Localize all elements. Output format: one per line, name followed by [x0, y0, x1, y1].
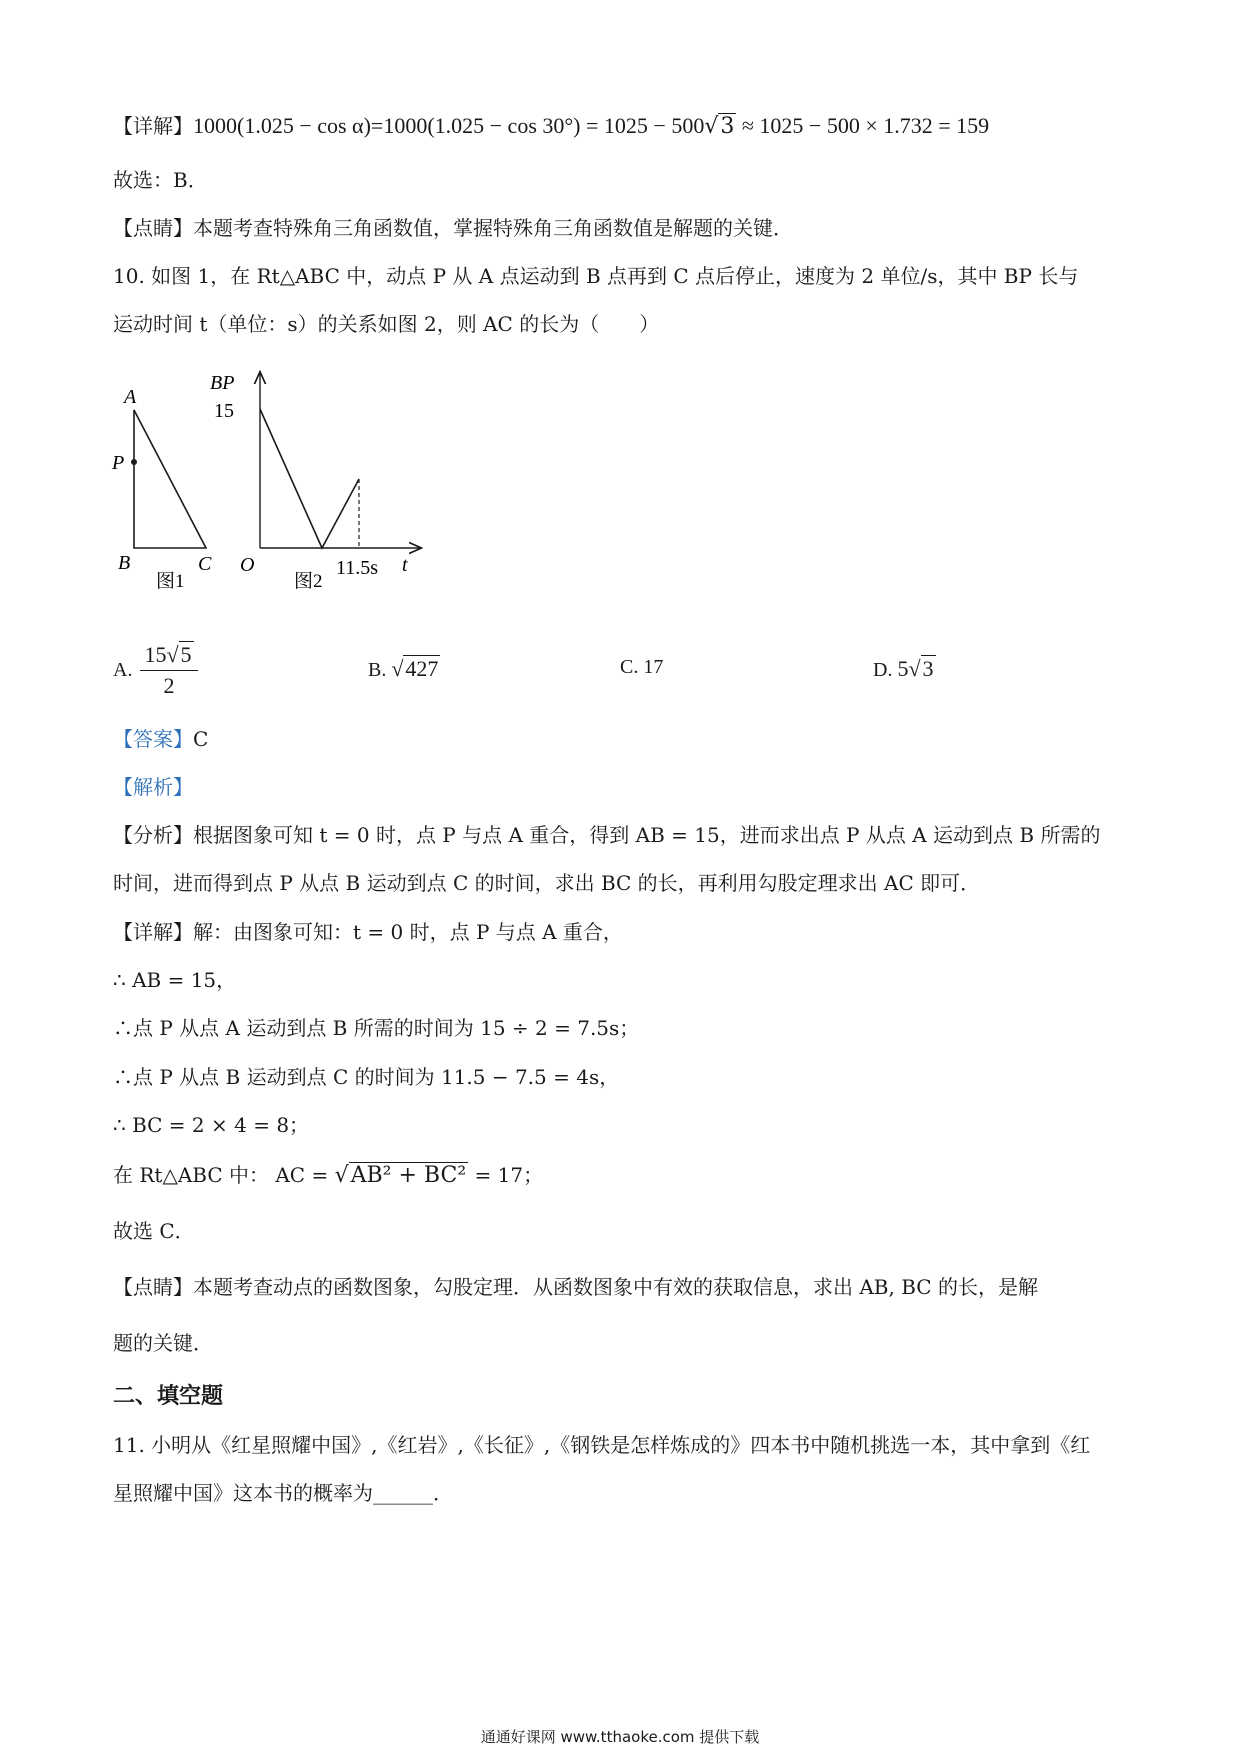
note1-line — [113, 216, 793, 240]
ac-sqrt: √AB² + BC² — [334, 1163, 467, 1188]
y-tick-15: 15 — [214, 400, 234, 422]
note1-tag: 【点睛】 — [113, 216, 193, 240]
origin-label: O — [240, 554, 255, 576]
label-a: A — [124, 386, 137, 408]
note2-line2: 题的关键． — [113, 1331, 213, 1355]
analysis-line1: 【分析】根据图象可知 t = 0 时，点 P 与点 A 重合，得到 AB = 15，进而求出点 P 从点 A 运动到点 B 所需的 — [113, 823, 1101, 847]
q10-line2: 运动时间 t（单位：s）的关系如图 2，则 AC 的长为（ ） — [113, 312, 660, 336]
graph-line — [260, 409, 359, 548]
figure1-triangle — [111, 386, 212, 590]
detail2-line4: ∴点 P 从点 B 运动到点 C 的时间为 11.5 − 7.5 = 4s， — [113, 1065, 620, 1089]
detail2-line1: 【详解】解：由图象可知：t = 0 时，点 P 与点 A 重合， — [113, 920, 623, 944]
q10-figures — [100, 365, 440, 590]
figure2-caption: 图2 — [294, 571, 323, 590]
figure2-graph — [210, 372, 420, 590]
x-axis-label: t — [402, 554, 408, 576]
choose-b-line: 故选：B． — [113, 168, 208, 192]
x-tick-11-5s: 11.5s — [336, 557, 379, 579]
option-b: B. √427 — [368, 656, 439, 681]
analysis-tag: 【解析】 — [113, 775, 193, 799]
option-d-sqrt: √3 — [908, 656, 934, 681]
analysis-line2: 时间，进而得到点 P 从点 B 运动到点 C 的时间，求出 BC 的长，再利用勾股定理求出 AC 即可． — [113, 871, 981, 895]
q11-line1: 11. 小明从《红星照耀中国》,《红岩》,《长征》,《钢铁是怎样炼成的》四本书中随机挑选一本，其中拿到《红 — [113, 1433, 1091, 1457]
figure1-caption: 图1 — [156, 571, 185, 590]
section-title-fill-blank: 二、填空题 — [113, 1384, 224, 1409]
answer-value: C — [193, 727, 209, 751]
y-axis-label: BP — [210, 372, 235, 394]
detail2-line6: 在 Rt△ABC 中： AC = √AB² + BC² = 17； — [113, 1163, 544, 1188]
label-c: C — [198, 553, 212, 575]
option-c: C. 17 — [620, 656, 664, 678]
label-p: P — [112, 452, 125, 474]
formula-right: ≈ 1025 − 500 × 1.732 = 159 — [736, 113, 990, 138]
option-a: A. $\frac{15√5}{2}$ — [113, 642, 198, 699]
detail2-line7: 故选 C． — [113, 1219, 195, 1243]
point-p — [131, 459, 137, 465]
note1-text: 本题考查特殊角三角函数值，掌握特殊角三角函数值是解题的关键． — [193, 216, 793, 240]
option-b-sqrt: √427 — [391, 656, 439, 681]
option-a-fraction: $\frac{15√5}{2}$ — [140, 642, 197, 699]
detail-formula-line — [113, 113, 989, 140]
footer-watermark: 通通好课网 www.tthaoke.com 提供下载 — [480, 1728, 760, 1746]
answer-line — [113, 727, 208, 751]
answer-tag: 【答案】 — [113, 727, 193, 751]
q10-line1: 10. 如图 1，在 Rt△ABC 中，动点 P 从 A 点运动到 B 点再到 C 点后停止，速度为 2 单位/s，其中 BP 长与 — [113, 264, 1079, 288]
formula-left: 1000(1.025 − cos α)=1000(1.025 − cos 30°) = 1025 − 500 — [193, 113, 705, 138]
option-d: D. 5√3 — [873, 656, 934, 681]
label-b: B — [118, 552, 131, 574]
note2-line1: 【点睛】本题考查动点的函数图象，勾股定理．从函数图象中有效的获取信息，求出 AB, BC 的长，是解 — [113, 1275, 1038, 1299]
q11-line2: 星照耀中国》这本书的概率为______． — [113, 1481, 453, 1505]
triangle-abc — [134, 410, 206, 548]
sqrt-3: √3 — [704, 114, 735, 139]
detail2-line3: ∴点 P 从点 A 运动到点 B 所需的时间为 15 ÷ 2 = 7.5s； — [113, 1016, 640, 1040]
detail2-line2: ∴ AB = 15， — [113, 968, 237, 992]
detail-tag: 【详解】 — [113, 114, 193, 138]
detail2-line5: ∴ BC = 2 × 4 = 8； — [113, 1113, 310, 1137]
